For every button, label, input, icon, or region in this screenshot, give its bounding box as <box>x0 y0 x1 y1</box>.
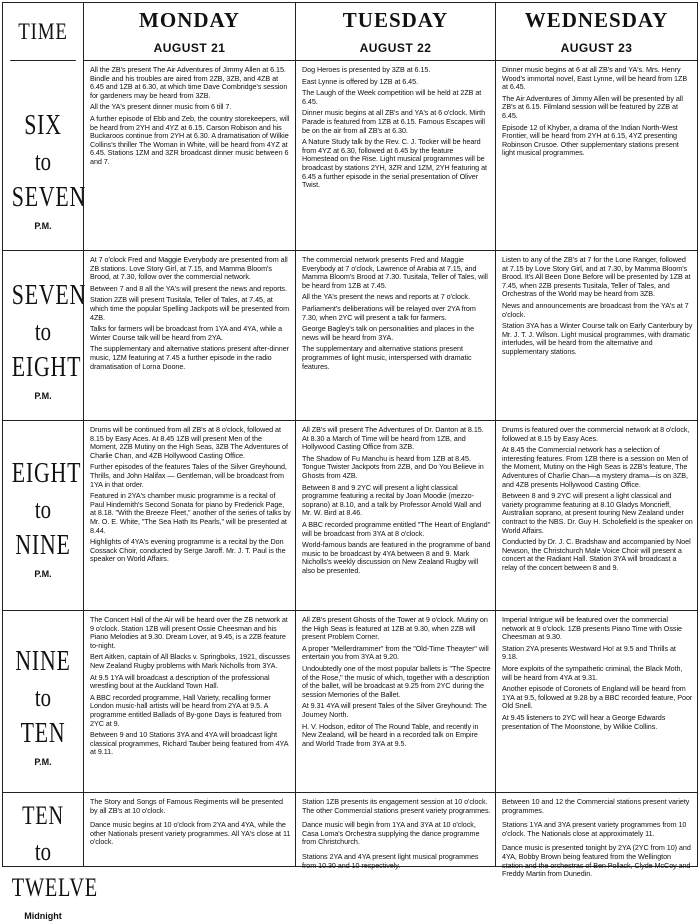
listing-paragraph: The supplementary and alternative stations present after-dinner music, 1ZM featuring at 7.45 a further episode in the radio dramatisation of Lorna Doone. <box>90 344 290 371</box>
listing-paragraph: Dinner music begins at all ZB's and YA's at 6 o'clock. Mirth Parade is featured from 1ZB at 6.15. Famous Escapes will be on the air from all ZB's at 6.30. <box>302 108 486 135</box>
listing-paragraph: H. V. Hodson, editor of The Round Table, and recently in New Zealand, will be heard in a recorded talk on Empire and World Trade from 3YA at 9.5. <box>302 721 479 748</box>
time-label-suffix: P.M. <box>34 757 52 767</box>
time-slot-label <box>3 421 83 610</box>
tuesday-listing-cell <box>295 251 495 420</box>
listing-paragraph: Dance music is presented tonight by 2YA (2YC from 10) and 4YA, Bobby Brown being featured from the Wellington station and the orchestras of Ben Pollack, Clyde McCoy and Freddy Martin from Dunedin. <box>502 843 691 879</box>
listing-paragraph: Station 1ZB presents its engagement session at 10 o'clock. The other Commercial stations present variety programmes. <box>302 797 491 815</box>
listing-paragraph: Parliament's deliberations will be relayed over 2YA from 7.30, when 2YC will present a talk for farmers. <box>302 303 476 322</box>
wednesday-header <box>495 3 697 61</box>
time-label-to-word: to <box>34 837 52 866</box>
time-label-until: SEVEN <box>11 182 87 213</box>
wednesday-listing-cell <box>495 793 697 879</box>
listing-paragraph: Between 8 and 9 2YC will present a light classical and variety programme featuring at 8.10 Gladys Moncrieff, Australian soprano, at present touring New Zealand under contract to the NBS. Dr. Guy H. Scholefield is the speaker on World Affairs. <box>502 491 693 535</box>
tuesday-listing-cell <box>295 61 495 250</box>
time-label-to-word: to <box>34 495 52 524</box>
listing-paragraph: At 9.31 4YA will present Tales of the Silver Greyhound: The Journey North. <box>302 701 487 719</box>
listing-paragraph: Undoubtedly one of the most popular ballets is "The Spectre of the Rose," the music of which, together with a description of the ballet, will be broadcast at 9.25 from 2YC during the session Memories of the Ballet. <box>302 663 491 699</box>
tuesday-header <box>295 3 495 61</box>
listing-paragraph: Station 2YA presents Westward Ho! at 9.5 and Thrills at 9.18. <box>502 643 676 662</box>
listing-paragraph: All ZB's present Ghosts of the Tower at 9 o'clock. Mutiny on the High Seas is featured at 1ZB at 9.30, when 2ZB will present Problem Corner. <box>302 615 488 642</box>
listing-paragraph: Further episodes of the features Tales of the Silver Greyhound, Thrills, and John Halifax — Gentleman, will be broadcast from 1YA in that order. <box>90 462 287 489</box>
listing-paragraph: Episode 12 of Khyber, a drama of the Indian North-West Frontier, will be heard from 2YH at 6.15, 4YZ presenting Robinson Crusoe. Other supplementary stations present light musical programmes. <box>502 122 679 158</box>
listing-paragraph: The Shadow of Fu Manchu is heard from 1ZB at 8.45. Tongue Twister Jackpots from 2ZB, and Do You Believe in Ghosts from 4ZB. <box>302 453 484 480</box>
listing-paragraph: George Bagley's talk on personalities and places in the news will be heard from 3YA. <box>302 324 475 342</box>
wednesday-listing-cell <box>495 61 697 250</box>
time-slot-row <box>3 421 697 611</box>
listing-paragraph: At 9.45 listeners to 2YC will hear a George Edwards presentation of The Moonstone, by Wilkie Collins. <box>502 712 666 731</box>
time-slot-row <box>3 61 697 251</box>
time-label-to-word: to <box>34 147 52 176</box>
listing-paragraph: Drums is featured over the commercial network at 8 o'clock, followed at 8.15 by Easy Aces. <box>502 425 690 443</box>
listing-paragraph: Bert Aitken, captain of All Blacks v. Springboks, 1921, discusses New Zealand Rugby problems with Mark Nicholls from 3YA. <box>90 652 290 670</box>
listing-paragraph: Dance music begins at 10 o'clock from 2YA and 4YA, while the other Nationals present variety programmes. All YA's close at 11 o'clock. <box>90 820 291 847</box>
monday-listing-cell <box>83 793 295 866</box>
time-slot-label <box>3 611 83 792</box>
monday-listing-cell <box>83 611 295 792</box>
listing-paragraph: News and announcements are broadcast from the YA's at 7 o'clock. <box>502 300 689 319</box>
day-date: AUGUST 23 <box>560 41 633 55</box>
tuesday-listing-cell <box>295 793 495 870</box>
listing-paragraph: More exploits of the sympathetic criminal, the Black Moth, will be heard from 4YA at 9.31. <box>502 663 683 682</box>
listing-paragraph: At 8.45 the Commercial network has a selection of interesting features. From 1ZB there is a session on Men of the Moment, Mutiny on the High Seas is 2ZB's feature, The Adventures of Charlie Chan—a mystery drama—is on 3ZB, and 4ZB presents Hollywood Casting Office. <box>502 445 689 489</box>
listing-paragraph: All the YA's present dinner music from 6 till 7. <box>90 102 232 112</box>
time-label-from: SIX <box>24 110 62 141</box>
monday-listing-cell <box>83 421 295 610</box>
listing-paragraph: Station 2ZB will present Tusitala, Teller of Tales, at 7.45, at which time the popular Spelling Jackpots will be presented from 4ZB. <box>90 295 290 322</box>
time-label-until: NINE <box>15 530 71 561</box>
listing-paragraph: The supplementary and alternative stations present programmes of light music, interspersed with dramatic features. <box>302 344 472 371</box>
time-slot-label <box>3 793 98 921</box>
listing-paragraph: Drums will be continued from all ZB's at 8 o'clock, followed at 8.15 by Easy Aces. At 8.45 1ZB will present Men of the Moment, 2ZB Mutiny on the High Seas, 3ZB The Adventures of Charlie Chan, and 4ZB Hollywood Casting Office. <box>90 425 288 460</box>
listing-paragraph: All the YA's present the news and reports at 7 o'clock. <box>302 292 470 302</box>
time-label-to-word: to <box>34 683 52 712</box>
listing-paragraph: The Laugh of the Week competition will be held at 2ZB at 6.45. <box>302 88 482 106</box>
listing-paragraph: Stations 2YA and 4YA present light musical programmes from 10.30 and 10 respectively. <box>302 851 479 870</box>
listing-paragraph: Listen to any of the ZB's at 7 for the Lone Ranger, followed at 7.15 by Love Story Girl, and at 7.30, by Mamma Bloom's Brood. It's All Been Done Before will be presented by 1ZB at 7.45, when 2ZB presents Tusitala, Teller of Tales, and Orchestras of the World may be heard from 3ZB. <box>502 255 691 299</box>
listing-paragraph: Dinner music begins at 6 at all ZB's and YA's. Mrs. Henry Wood's immortal novel, East Lynne, will be heard from 1ZB at 6.45. <box>502 65 688 92</box>
wednesday-listing-cell <box>495 251 697 420</box>
time-label-from: TEN <box>22 801 64 830</box>
listing-paragraph: Highlights of 4YA's evening programme is a recital by the Don Cossack Choir, conducted by Serge Jaroff. Mr. J. T. Paul is the speaker on World Affairs. <box>90 537 286 564</box>
time-label-until: TEN <box>20 718 66 749</box>
listing-paragraph: Stations 1YA and 3YA present variety programmes from 10 o'clock. The Nationals close at approximately 11. <box>502 820 687 838</box>
time-label-suffix: P.M. <box>34 569 52 579</box>
listing-paragraph: Between 7 and 8 all the YA's will present the news and reports. <box>90 283 287 293</box>
listing-paragraph: Between 8 and 9 2YC will present a light classical programme featuring a recital by Joan Moodie (mezzo-soprano) at 8.10, and a talk by Professor Arnold Wall and Mr. W. Bird at 8.46. <box>302 482 482 518</box>
tuesday-listing-cell <box>295 611 495 792</box>
day-date: AUGUST 22 <box>359 41 432 55</box>
listing-paragraph: Station 3YA has a Winter Course talk on Early Canterbury by Mr. J. T. J. Wilson. Light musical programmes, with dramatic interludes, will be heard from the alternative and supplementary stations. <box>502 321 693 356</box>
listing-paragraph: At 9.5 1YA will broadcast a description of the professional wrestling bout at the Auckland Town Hall. <box>90 672 270 691</box>
time-label-suffix: P.M. <box>34 391 52 401</box>
day-name: WEDNESDAY <box>524 8 669 32</box>
time-header: TIME <box>10 3 76 61</box>
time-label-from: NINE <box>15 646 71 677</box>
listing-paragraph: Imperial Intrigue will be featured over the commercial network at 9 o'clock. 1ZB presents Piano Time with Ossie Cheesman at 9.30. <box>502 615 682 642</box>
wednesday-listing-cell <box>495 421 697 610</box>
listing-paragraph: The Concert Hall of the Air will be heard over the ZB network at 9 o'clock. Station 1ZB will present Ossie Cheesman and his Piano Melodies at 9.30. Dream Lover, at 9.45, is a 2ZB feature to-night. <box>90 615 288 650</box>
time-label-to-word: to <box>34 317 52 346</box>
time-label-until: EIGHT <box>11 352 82 383</box>
listing-paragraph: A BBC recorded programme, Hall Variety, recalling former London music-hall artists will be heard from 2YA at 9.5. A programme entitled Ballads of By-gone Days is featured from 2YC at 9. <box>90 692 282 728</box>
listing-paragraph: Dance music will begin from 1YA and 3YA at 10 o'clock, Casa Loma's Orchestra supplying the dance programme from Christchurch. <box>302 820 480 847</box>
time-slot-row <box>3 251 697 421</box>
monday-header <box>83 3 295 61</box>
listing-paragraph: The Air Adventures of Jimmy Allen will be presented by all ZB's at 6.15. Filmland session will be featured by 2ZB at 6.45. <box>502 93 683 120</box>
listing-paragraph: The Story and Songs of Famous Regiments will be presented by all ZB's at 10 o'clock. <box>90 797 283 815</box>
time-label-suffix: Midnight <box>24 911 62 921</box>
listing-paragraph: A Nature Study talk by the Rev. C. J. Tocker will be heard from 4YZ at 6.30, followed at 6.45 by the feature Homestead on the Rise. Light musical programmes will be broadcast by stations 2YH, 3ZR and 1ZM, 2YH featuring at 6.45 a further episode in the serial presentation of Oliver Twist. <box>302 137 487 190</box>
listing-paragraph: A proper "Mellerdrammer" from the "Old-Time Theayter" will entertain you from 3YA at 9.20. <box>302 643 489 662</box>
time-slot-label <box>3 251 87 420</box>
listing-paragraph: The commercial network presents Fred and Maggie Everybody at 7 o'clock, Lawrence of Arabia at 7.15, and Mamma Bloom's Brood at 7.30. Tusitala, Teller of Tales, will be heard from 1ZB at 7.45. <box>302 255 488 290</box>
listing-paragraph: Featured in 2YA's chamber music programme is a recital of Paul Hindemith's Second Sonata for piano by Frederick Page, at 8.18. "With the Breeze Fleet," another of the series of talks by Mr. O. E. White, "The Sea Hath Its Pearls," will be presented at 8.44. <box>90 491 291 535</box>
time-slot-label <box>3 61 87 250</box>
day-name: MONDAY <box>139 8 240 32</box>
radio-program-page <box>2 2 698 921</box>
time-label-until: TWELVE <box>11 873 98 902</box>
listing-paragraph: A further episode of Ebb and Zeb, the country storekeepers, will be heard from 2YH and 4YZ at 6.15. Carson Robison and his Buckaroos continue from 2YH at 6.30. A dramatisation of Wilkie Collins's thriller The Woman in White, will be heard from 4YZ at 6.45. Stations 1ZM and 3ZR broadcast dinner music between 6 and 7. <box>90 113 290 166</box>
day-date: AUGUST 21 <box>153 41 226 55</box>
time-label-from: SEVEN <box>11 280 87 311</box>
listing-paragraph: All the ZB's present The Air Adventures of Jimmy Allen at 6.15. Bindle and his troubles are aired from 2ZB, 3ZB, and 4ZB at 6.45 and 1ZB at 6.30, at which time Dave Combridge's session for gardeners may be heard from 3ZB. <box>90 65 288 100</box>
listing-paragraph: Another episode of Coronets of England will be heard from 1YA at 9.5, followed at 9.28 by a BBC recorded feature, Poor Old Snell. <box>502 684 693 711</box>
listing-paragraph: Talks for farmers will be broadcast from 1YA and 4YA, while a Winter Course talk will be heard from 2YA. <box>90 324 283 342</box>
monday-listing-cell <box>83 251 295 420</box>
time-label-from: EIGHT <box>11 458 82 489</box>
listing-paragraph: East Lynne is offered by 1ZB at 6.45. <box>302 76 419 86</box>
listing-paragraph: World-famous bands are featured in the programme of band music to be broadcast by 4YA between 8 and 9. Mark Nicholls's weekly discussion on New Zealand Rugby will also be presented. <box>302 540 491 575</box>
listing-paragraph: Conducted by Dr. J. C. Bradshaw and accompanied by Noel Newson, the Christchurch Male Voice Choir will present a concert at the Radiant Hall. Station 3YA will broadcast a relay of the concert between 8 and 9. <box>502 537 691 572</box>
day-name: TUESDAY <box>342 8 449 32</box>
listing-paragraph: At 7 o'clock Fred and Maggie Everybody are presented from all ZB stations. Love Story Girl, at 7.15, and Mamma Bloom's Brood, at 7.30, follow over the commercial network. <box>90 255 288 282</box>
listing-paragraph: A BBC recorded programme entitled "The Heart of England" will be broadcast from 3YA at 8 o'clock. <box>302 519 491 538</box>
time-slot-row <box>3 793 697 921</box>
tuesday-listing-cell <box>295 421 495 610</box>
time-slot-row <box>3 611 697 793</box>
listing-paragraph: All ZB's will present The Adventures of Dr. Danton at 8.15. At 8.30 a March of Time will be heard from 1ZB, and Hollywood Casting Office from 3ZB. <box>302 425 484 452</box>
listing-paragraph: Between 9 and 10 Stations 3YA and 4YA will broadcast light classical programmes, Richard Tauber being featured from 4YA at 9.11. <box>90 730 289 757</box>
listing-paragraph: Dog Heroes is presented by 3ZB at 6.15. <box>302 65 431 74</box>
monday-listing-cell <box>83 61 295 250</box>
listing-paragraph: Between 10 and 12 the Commercial stations present variety programmes. <box>502 797 690 815</box>
wednesday-listing-cell <box>495 611 697 792</box>
time-label-suffix: P.M. <box>34 221 52 231</box>
